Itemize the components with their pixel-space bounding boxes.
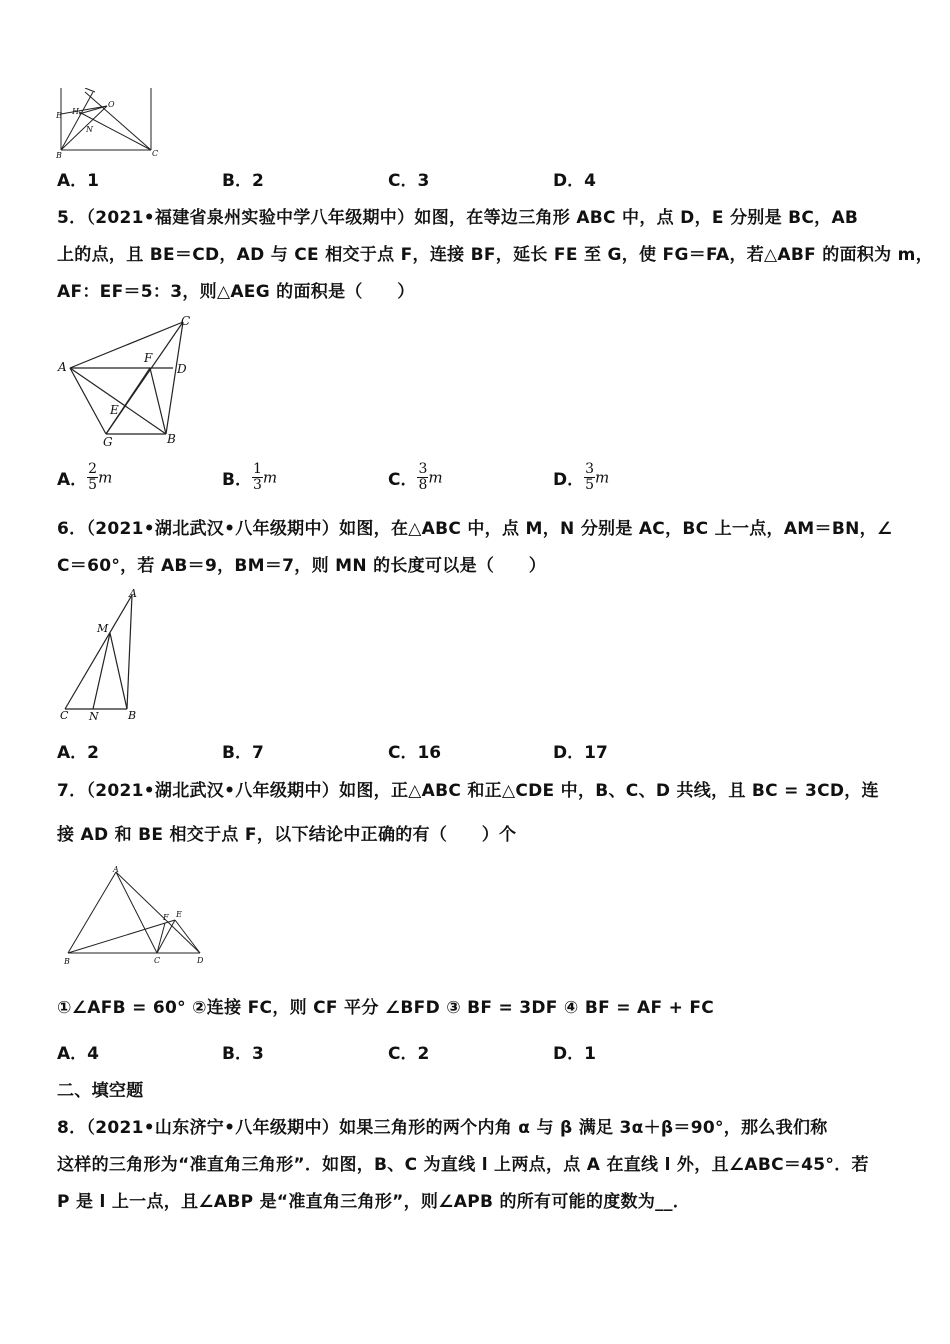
q4-figure: [55, 88, 165, 160]
q5-label-b: B: [167, 432, 176, 446]
q4-option-c: C．3: [388, 171, 430, 191]
q5-label-d: D: [177, 362, 187, 376]
q4-label-h: H: [72, 107, 79, 116]
q7-label-e: E: [176, 910, 182, 919]
q6-label-c: C: [60, 709, 69, 722]
q5-text-line1: 5．（2021•福建省泉州实验中学八年级期中）如图，在等边三角形 ABC 中，点 D，E 分别是 BC，AB: [57, 208, 859, 228]
q7-option-a: A．4: [57, 1044, 99, 1064]
q5-label-g: G: [103, 435, 113, 449]
q5-label-e: E: [110, 403, 119, 417]
q4-option-b: B．2: [222, 171, 264, 191]
q7-conclusions: ①∠AFB = 60° ②连接 FC，则 CF 平分 ∠BFD ③ BF = 3DF ④ BF = AF + FC: [57, 998, 715, 1018]
q7-option-c: C．2: [388, 1044, 430, 1064]
q4-label-o: O: [108, 100, 115, 109]
q5-option-a: A． $\frac{2}{5}$ m: [57, 461, 113, 493]
q6-label-a: A: [129, 587, 137, 600]
q8-text-line3: P 是 l 上一点，且∠ABP 是“准直角三角形”，则∠APB 的所有可能的度数为__．: [57, 1192, 691, 1212]
q4-label-b: B: [56, 151, 62, 160]
q5-option-b: B． $\frac{1}{3}$ m: [222, 461, 278, 493]
section-title-fill-in: 二、填空题: [57, 1081, 144, 1101]
q5-label-c: C: [181, 314, 191, 328]
q7-label-d: D: [197, 956, 204, 965]
q5-text-line3: AF：EF＝5：3，则△AEG 的面积是（ ）: [57, 282, 415, 302]
q5-text-line2: 上的点，且 BE＝CD，AD 与 CE 相交于点 F，连接 BF，延长 FE 至 G，使 FG＝FA，若△ABF 的面积为 m，: [57, 245, 933, 265]
q6-option-d: D．17: [553, 743, 608, 763]
q7-figure: [55, 862, 215, 972]
q4-label-n: N: [86, 125, 93, 134]
q4-option-d: D．4: [553, 171, 596, 191]
q7-label-f: F: [163, 913, 169, 922]
q6-figure: [55, 585, 155, 725]
q7-label-c: C: [154, 956, 161, 965]
q7-label-a: A: [113, 865, 119, 874]
q6-text-line1: 6．（2021•湖北武汉•八年级期中）如图，在△ABC 中，点 M，N 分别是 AC，BC 上一点，AM＝BN，∠: [57, 519, 893, 539]
q6-label-b: B: [128, 709, 137, 722]
q4-label-e: E: [56, 111, 62, 120]
q5-figure: [55, 312, 205, 452]
q8-text-line1: 8．（2021•山东济宁•八年级期中）如果三角形的两个内角 α 与 β 满足 3α＋β＝90°，那么我们称: [57, 1118, 828, 1138]
q6-label-n: N: [89, 710, 99, 723]
q5-option-c: C． $\frac{3}{8}$ m: [388, 461, 443, 493]
q7-label-b: B: [64, 957, 70, 966]
q5-option-d: D． $\frac{3}{5}$ m: [553, 461, 610, 493]
q6-option-a: A．2: [57, 743, 99, 763]
q5-label-f: F: [144, 351, 153, 365]
q7-text-line1: 7．（2021•湖北武汉•八年级期中）如图，正△ABC 和正△CDE 中，B、C、D 共线，且 BC = 3CD，连: [57, 781, 879, 801]
q5-label-a: A: [58, 360, 67, 374]
q8-text-line2: 这样的三角形为“准直角三角形”．如图，B、C 为直线 l 上两点，点 A 在直线 l 外，且∠ABC＝45°．若: [57, 1155, 869, 1175]
q6-text-line2: C＝60°，若 AB＝9，BM＝7，则 MN 的长度可以是（ ）: [57, 556, 547, 576]
q6-option-b: B．7: [222, 743, 264, 763]
q4-label-c: C: [152, 149, 159, 158]
q7-option-b: B．3: [222, 1044, 264, 1064]
q7-text-line2: 接 AD 和 BE 相交于点 F，以下结论中正确的有（ ）个: [57, 825, 517, 845]
q6-label-m: M: [97, 622, 109, 635]
q6-option-c: C．16: [388, 743, 442, 763]
q4-option-a: A．1: [57, 171, 99, 191]
q7-option-d: D．1: [553, 1044, 596, 1064]
